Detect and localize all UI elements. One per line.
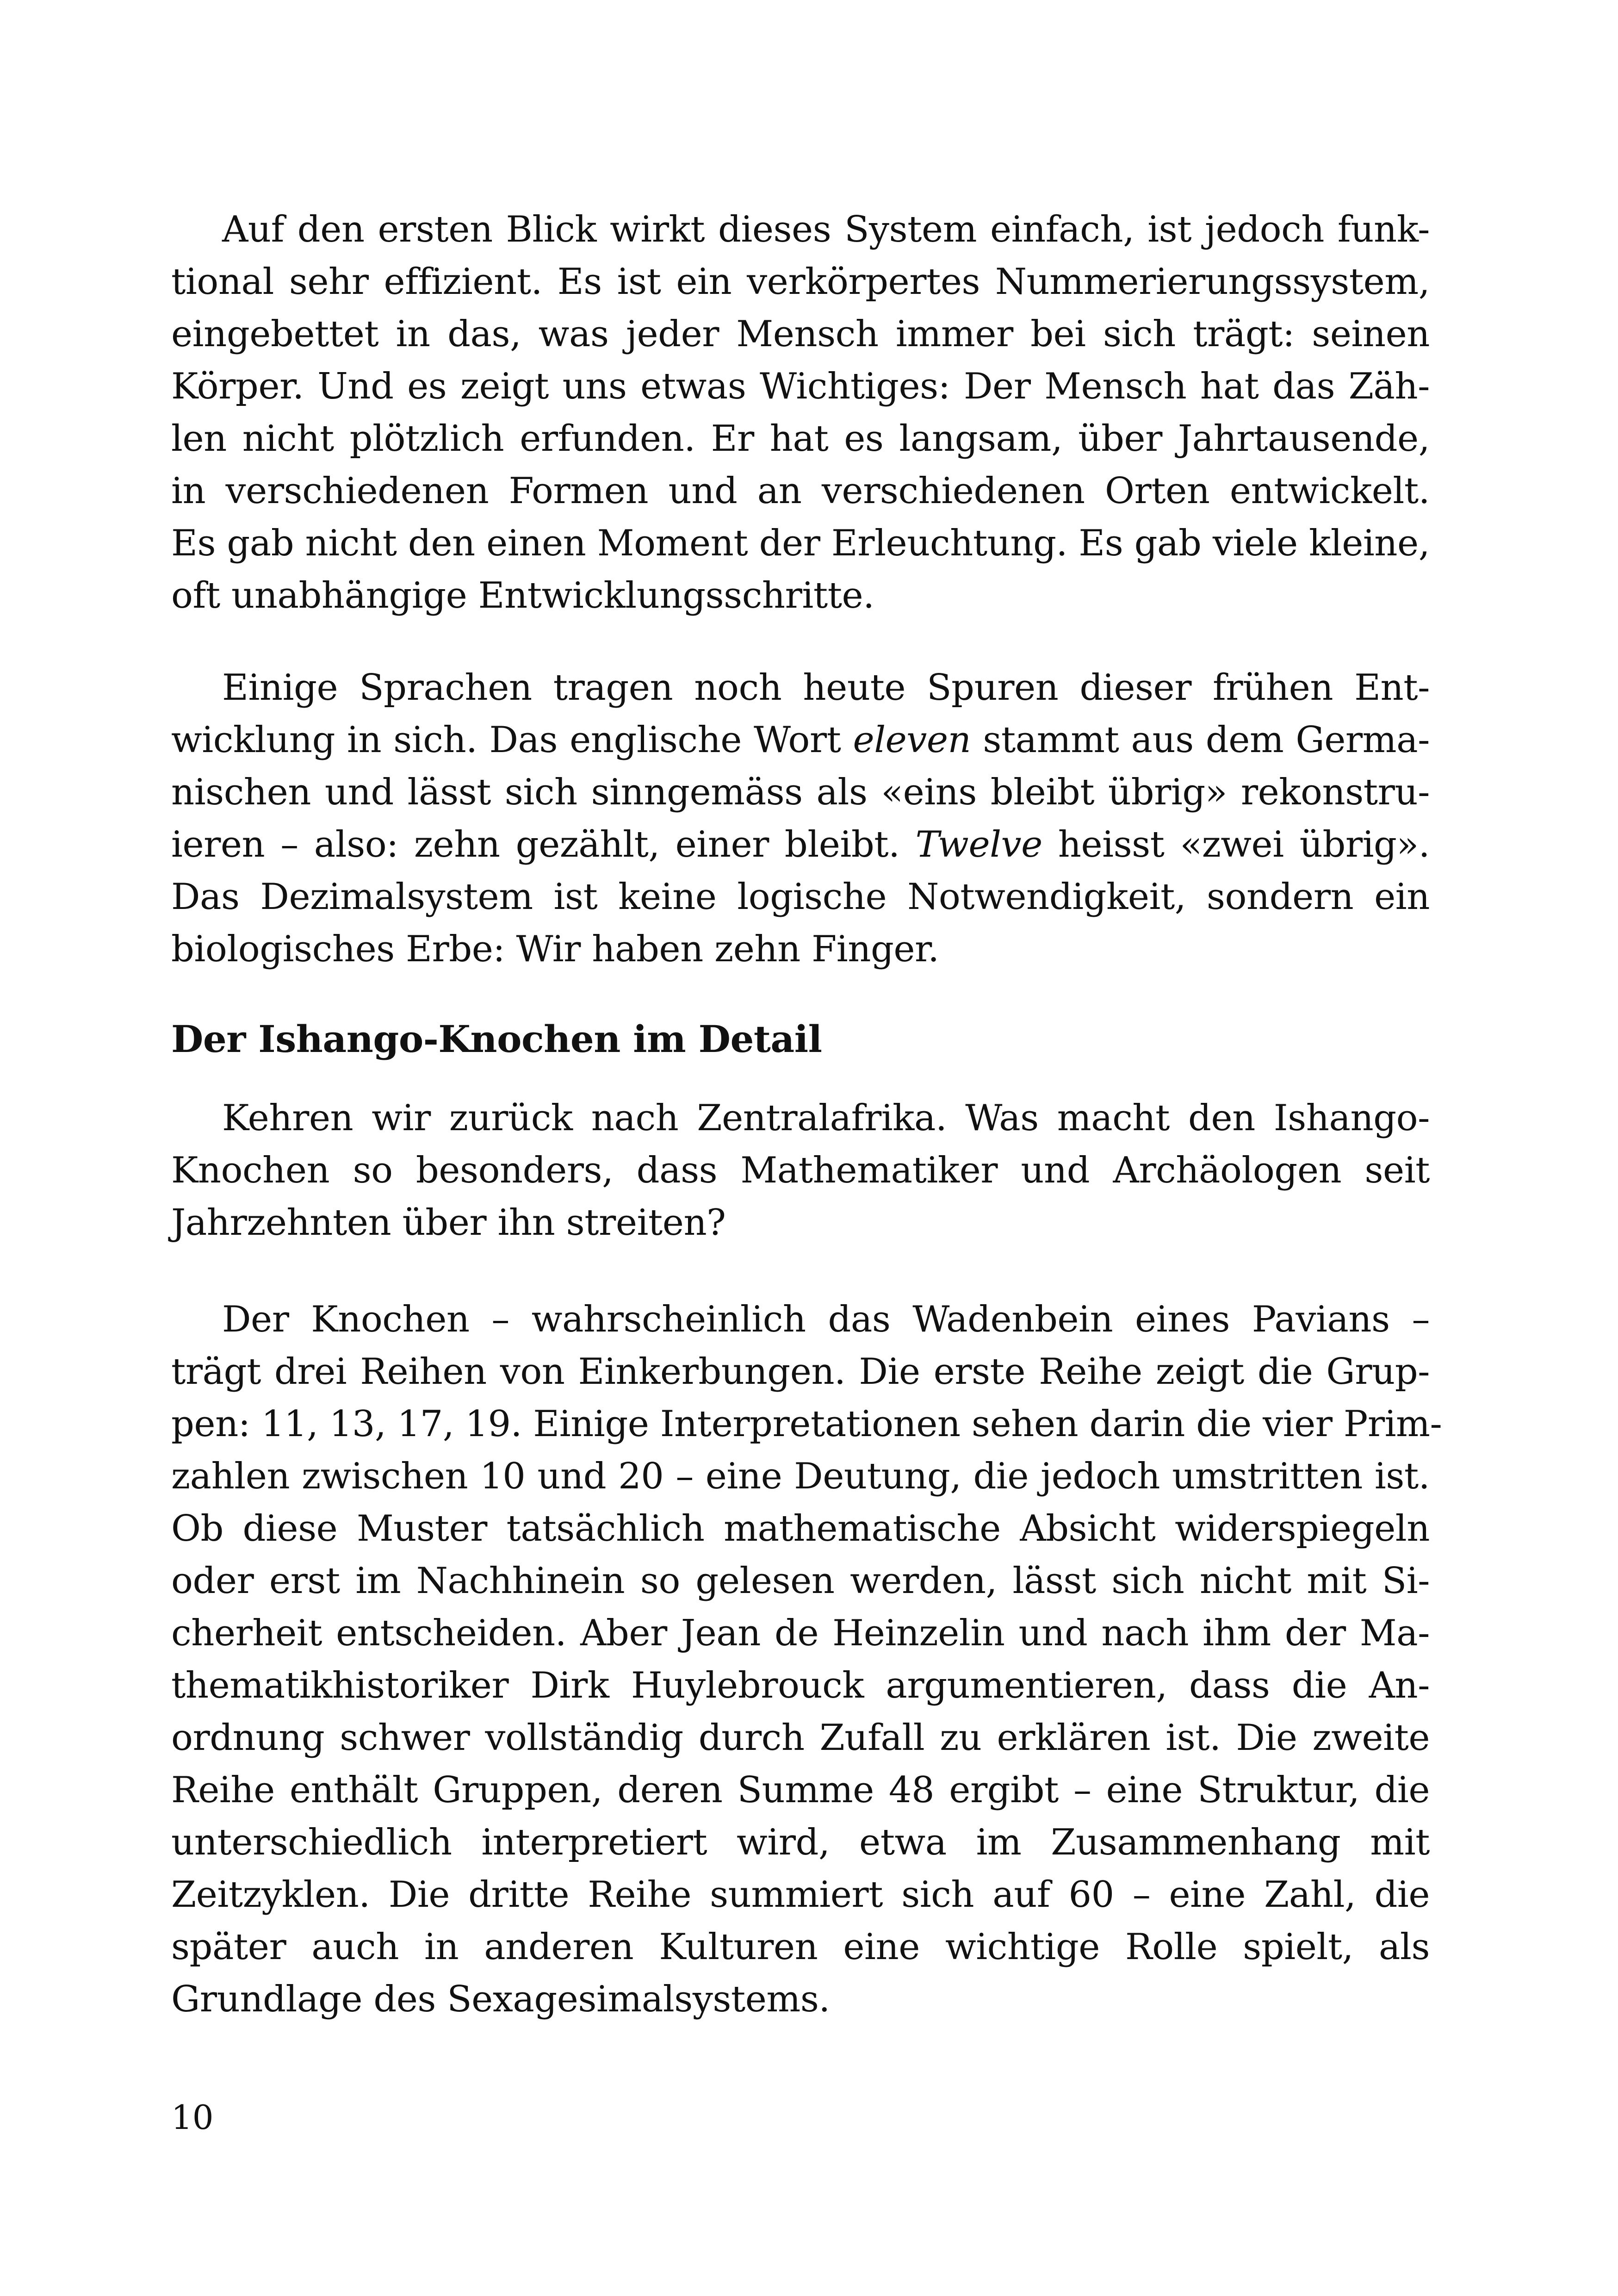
text-line: Zeitzyklen. Die dritte Reihe summiert sich auf 60 – eine Zahl, die: [171, 1874, 1430, 1916]
text-line: tional sehr effizient. Es ist ein verkörpertes Nummerierungssystem,: [171, 261, 1430, 303]
text-line: [171, 766, 1430, 819]
text-line: [171, 923, 1430, 976]
text-line: trägt drei Reihen von Einkerbungen. Die erste Reihe zeigt die Grup-: [171, 1351, 1430, 1393]
text-run: Einige Sprachen tragen noch heute Spuren dieser frühen Ent-: [222, 667, 1430, 709]
text-line: len nicht plötzlich erfunden. Er hat es langsam, über Jahrtausende,: [171, 418, 1430, 460]
text-line: [171, 714, 1430, 766]
text-line: thematikhistoriker Dirk Huylebrouck argumentieren, dass die An-: [171, 1665, 1430, 1706]
text-line: [171, 662, 1430, 714]
text-line: oft unabhängige Entwicklungsschritte.: [171, 575, 874, 616]
text-run: biologisches Erbe: Wir haben zehn Finger.: [171, 928, 939, 970]
text-run: nischen und lässt sich sinngemäss als «eins bleibt übrig» rekonstru-: [171, 772, 1430, 813]
text-line: Körper. Und es zeigt uns etwas Wichtiges: Der Mensch hat das Zäh-: [171, 366, 1430, 407]
paragraph-4: [171, 1294, 1442, 2026]
text-line: [171, 819, 1430, 871]
text-line: Reihe enthält Gruppen, deren Summe 48 ergibt – eine Struktur, die: [171, 1769, 1430, 1811]
text-line: zahlen zwischen 10 und 20 – eine Deutung, die jedoch umstritten ist.: [171, 1456, 1430, 1497]
italic-word: Twelve: [915, 824, 1042, 865]
section-heading: Der Ishango-Knochen im Detail: [171, 1017, 822, 1061]
italic-word: eleven: [853, 719, 971, 761]
paragraph-3-text: [171, 1092, 1430, 1249]
text-line: eingebettet in das, was jeder Mensch immer bei sich trägt: seinen: [171, 313, 1430, 355]
page-number: 10: [171, 2098, 214, 2137]
text-run: ieren – also: zehn gezählt, einer bleibt.: [171, 824, 916, 865]
paragraph-2: [171, 662, 1430, 976]
paragraph-3: [171, 1092, 1430, 1249]
text-line: in verschiedenen Formen und an verschiedenen Orten entwickelt.: [171, 470, 1430, 512]
text-line: Kehren wir zurück nach Zentralafrika. Was macht den Ishango-: [222, 1097, 1430, 1139]
text-line: unterschiedlich interpretiert wird, etwa im Zusammenhang mit: [171, 1822, 1430, 1863]
text-line: Jahrzehnten über ihn streiten?: [171, 1202, 726, 1244]
paragraph-4-text: [171, 1294, 1442, 2026]
text-run: wicklung in sich. Das englische Wort: [171, 719, 853, 761]
text-run: heisst «zwei übrig».: [1042, 824, 1430, 865]
paragraph-1-text: [171, 204, 1430, 622]
text-line: Knochen so besonders, dass Mathematiker und Archäologen seit: [171, 1150, 1430, 1191]
text-line: Grundlage des Sexagesimalsystems.: [171, 1979, 830, 2020]
text-line: Ob diese Muster tatsächlich mathematische Absicht widerspiegeln: [171, 1508, 1430, 1549]
text-line: ordnung schwer vollständig durch Zufall zu erklären ist. Die zweite: [171, 1717, 1430, 1759]
text-run: stammt aus dem Germa-: [971, 719, 1430, 761]
paragraph-1: [171, 204, 1430, 622]
text-line: Auf den ersten Blick wirkt dieses System einfach, ist jedoch funk-: [222, 209, 1430, 250]
text-line: Der Knochen – wahrscheinlich das Wadenbein eines Pavians –: [222, 1299, 1430, 1340]
text-run: Das Dezimalsystem ist keine logische Notwendigkeit, sondern ein: [171, 876, 1430, 918]
text-line: später auch in anderen Kulturen eine wichtige Rolle spielt, als: [171, 1926, 1430, 1968]
paragraph-2-text: [171, 662, 1430, 976]
text-line: cherheit entscheiden. Aber Jean de Heinzelin und nach ihm der Ma-: [171, 1612, 1430, 1654]
text-line: Es gab nicht den einen Moment der Erleuchtung. Es gab viele kleine,: [171, 523, 1430, 564]
text-line: [171, 871, 1430, 923]
text-line: oder erst im Nachhinein so gelesen werden, lässt sich nicht mit Si-: [171, 1560, 1430, 1602]
text-line: pen: 11, 13, 17, 19. Einige Interpretationen sehen darin die vier Prim-: [171, 1403, 1442, 1445]
